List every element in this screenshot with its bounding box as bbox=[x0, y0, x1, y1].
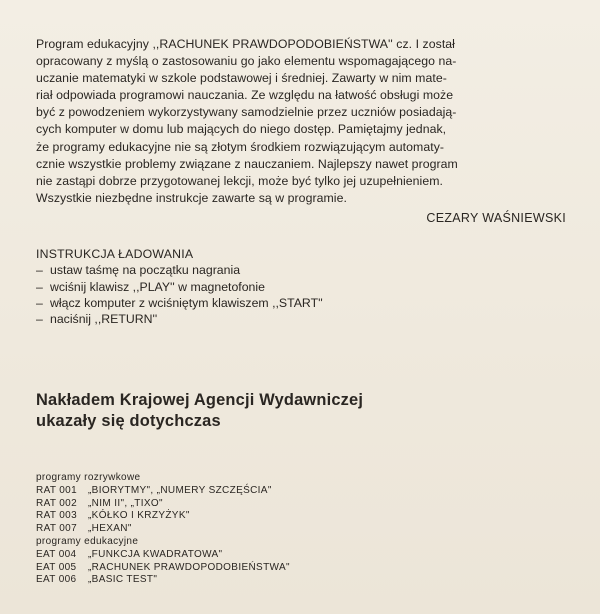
catalog-code: RAT 002 bbox=[36, 497, 77, 509]
intro-line: uczanie matematyki w szkole podstawowej i średniej. Zawarty w nim mate- bbox=[36, 71, 447, 86]
catalog-title: „BASIC TEST" bbox=[88, 574, 158, 586]
instruction-step bbox=[36, 311, 456, 327]
catalog-title: „FUNKCJA KWADRATOWA" bbox=[88, 548, 223, 560]
catalog-item bbox=[36, 549, 416, 562]
instruction-step bbox=[36, 262, 456, 278]
catalog-code: EAT 006 bbox=[36, 574, 77, 586]
instruction-step bbox=[36, 295, 456, 311]
catalog-code: RAT 007 bbox=[36, 523, 77, 535]
catalog-section-heading: programy rozrywkowe bbox=[36, 472, 141, 483]
catalog-item bbox=[36, 485, 416, 498]
instructions-list bbox=[36, 262, 456, 327]
dash-bullet: – bbox=[36, 263, 43, 278]
dash-bullet: – bbox=[36, 295, 43, 310]
instructions-title: INSTRUKCJA ŁADOWANIA bbox=[36, 247, 194, 261]
intro-line: opracowany z myślą o zastosowaniu go jako elementu wspomagającego na- bbox=[36, 54, 457, 69]
program-catalog bbox=[36, 472, 416, 587]
catalog-code: RAT 001 bbox=[36, 484, 77, 496]
intro-line: cznie wszystkie problemy związane z nauczaniem. Najlepszy nawet program bbox=[36, 156, 458, 171]
catalog-title: „BIORYTMY", „NUMERY SZCZĘŚCIA" bbox=[88, 484, 272, 496]
instruction-text: włącz komputer z wciśniętym klawiszem ,,START'' bbox=[50, 295, 323, 310]
dash-bullet: – bbox=[36, 279, 43, 294]
catalog-title: „HEXAN" bbox=[88, 523, 132, 535]
intro-line: riał odpowiada programowi nauczania. Ze względu na łatwość obsługi może bbox=[36, 88, 454, 103]
catalog-item bbox=[36, 574, 416, 587]
catalog-code: EAT 004 bbox=[36, 548, 77, 560]
loading-instructions bbox=[36, 246, 456, 327]
intro-line: Program edukacyjny ,,RACHUNEK PRAWDOPODOBIEŃSTWA'' cz. I został bbox=[36, 37, 455, 51]
author-signature: CEZARY WAŚNIEWSKI bbox=[426, 211, 566, 225]
catalog-code: RAT 003 bbox=[36, 510, 77, 522]
catalog-title: „KÓŁKO I KRZYŻYK" bbox=[88, 510, 190, 522]
instruction-text: wciśnij klawisz ,,PLAY'' w magnetofonie bbox=[50, 279, 265, 294]
instruction-step bbox=[36, 279, 456, 295]
publisher-heading bbox=[36, 390, 506, 431]
catalog-section-heading: programy edukacyjne bbox=[36, 535, 139, 547]
catalog-item bbox=[36, 510, 416, 523]
intro-line: cych komputer w domu lub mających do niego dostęp. Pamiętajmy jednak, bbox=[36, 122, 447, 137]
catalog-code: EAT 005 bbox=[36, 561, 77, 573]
publisher-line: ukazały się dotychczas bbox=[36, 411, 221, 430]
intro-line: że programy edukacyjne nie są złotym środkiem rozwiązującym automaty- bbox=[36, 139, 445, 154]
instruction-text: ustaw taśmę na początku nagrania bbox=[50, 263, 241, 278]
intro-line: Wszystkie niezbędne instrukcje zawarte są w programie. bbox=[36, 190, 347, 205]
catalog-item bbox=[36, 498, 416, 511]
intro-line: nie zastąpi dobrze przygotowanej lekcji, może być tylko jej uzupełnieniem. bbox=[36, 173, 443, 188]
publisher-line: Nakładem Krajowej Agencji Wydawniczej bbox=[36, 391, 364, 409]
catalog-item bbox=[36, 562, 416, 575]
intro-paragraph bbox=[36, 36, 566, 207]
dash-bullet: – bbox=[36, 312, 43, 327]
intro-line: być z powodzeniem wykorzystywany samodzielnie przez uczniów posiadają- bbox=[36, 105, 457, 120]
catalog-title: „NIM II", „TIXO" bbox=[88, 497, 163, 509]
catalog-title: „RACHUNEK PRAWDOPODOBIEŃSTWA" bbox=[88, 561, 290, 573]
instruction-text: naciśnij ,,RETURN'' bbox=[50, 312, 158, 327]
catalog-item bbox=[36, 523, 416, 536]
